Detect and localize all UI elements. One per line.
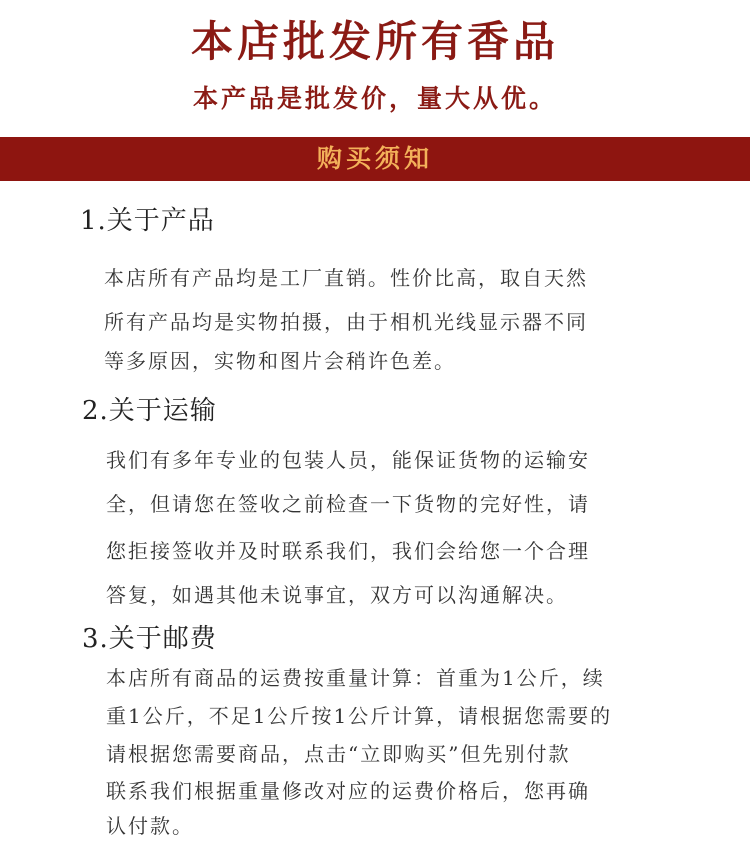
paragraph-line: 您拒接签收并及时联系我们，我们会给您一个合理	[106, 539, 590, 563]
paragraph-line: 所有产品均是实物拍摄，由于相机光线显示器不同	[104, 310, 588, 334]
paragraph-line: 答复，如遇其他未说事宜，双方可以沟通解决。	[106, 583, 568, 607]
page-title: 本店批发所有香品	[190, 17, 559, 66]
paragraph-line: 认付款。	[106, 814, 194, 838]
section-heading: 3.关于邮费	[82, 624, 217, 654]
banner-label: 购买须知	[316, 144, 433, 173]
paragraph-line: 全，但请您在签收之前检查一下货物的完好性，请	[106, 492, 590, 516]
paragraph-line: 本店所有商品的运费按重量计算：首重为1公斤，续	[106, 666, 605, 690]
section-heading: 1.关于产品	[80, 206, 215, 236]
paragraph-line: 重1公斤，不足1公斤按1公斤计算，请根据您需要的	[106, 704, 613, 728]
notice-banner	[0, 137, 750, 181]
section-heading: 2.关于运输	[82, 396, 217, 426]
paragraph-line: 等多原因，实物和图片会稍许色差。	[104, 349, 456, 373]
paragraph-line: 本店所有产品均是工厂直销。性价比高，取自天然	[104, 266, 588, 290]
paragraph-line: 请根据您需要商品，点击“立即购买”但先别付款	[106, 742, 571, 766]
paragraph-line: 我们有多年专业的包装人员，能保证货物的运输安	[106, 448, 590, 472]
paragraph-line: 联系我们根据重量修改对应的运费价格后，您再确	[106, 779, 590, 803]
page-subtitle: 本产品是批发价，量大从优。	[192, 84, 557, 113]
